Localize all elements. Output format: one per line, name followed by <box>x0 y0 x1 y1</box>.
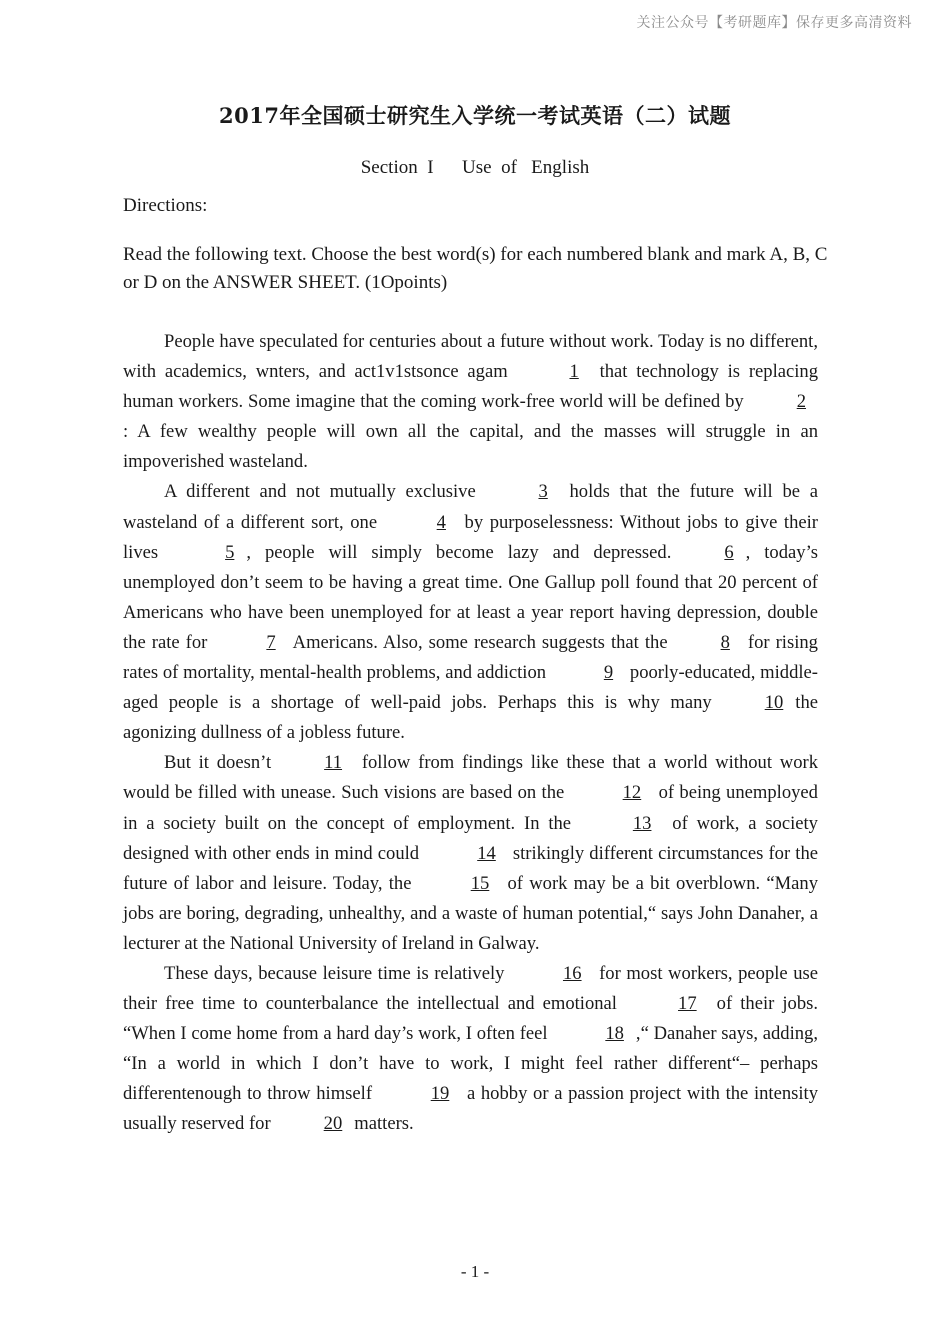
passage-text: Americans. Also, some research suggests that the <box>287 631 668 653</box>
passage-text: follow from findings like these that a world without work would be filled with unease. Such visions are based on the <box>123 752 818 804</box>
blank-18: 18 <box>605 1023 624 1045</box>
blank-13: 13 <box>632 812 652 834</box>
passage-text: for rising rates of mortality, mental-health problems, and addiction <box>123 631 818 684</box>
passage-text: a hobby or a passion project with the intensity usually reserved for <box>123 1083 818 1135</box>
blank-6: 6 <box>724 541 734 563</box>
passage-text: of being unemployed in a society built on the concept of employment. In the <box>123 782 818 834</box>
blank-15: 15 <box>470 872 490 894</box>
passage-text: poorly-educated, middle-aged people is a shortage of well-paid jobs. Perhaps this is why many <box>123 662 818 714</box>
blank-8: 8 <box>720 631 730 653</box>
passage-text: People have speculated for centuries about a future without work. Today is no different, with academics, wnters, and act1v1stsonce agam <box>123 331 818 383</box>
passage-text: of work may be a bit overblown. “Many jobs are boring, degrading, unhealthy, and a waste of human potential,“ says John Danaher, a lecturer at the National University of Ireland in Galway. <box>123 872 818 954</box>
paragraph-4 <box>123 959 818 1140</box>
passage-text: : A few wealthy people will own all the capital, and the masses will struggle in an impoverished wasteland. <box>123 421 818 473</box>
blank-17: 17 <box>678 993 697 1015</box>
section-heading: Section I Use of English <box>360 157 590 178</box>
passage-text: These days, because leisure time is relatively <box>164 962 510 984</box>
blank-4: 4 <box>436 511 446 533</box>
paragraph-2 <box>123 477 818 748</box>
passage-text: strikingly different circumstances for the future of labor and leisure. Today, the <box>123 842 818 894</box>
blank-20: 20 <box>323 1113 343 1135</box>
passage-text: A different and not mutually exclusive <box>164 481 486 503</box>
passage-text: that technology is replacing human workers. Some imagine that the coming work-free world will be defined by <box>123 361 818 413</box>
blank-19: 19 <box>430 1083 450 1105</box>
watermark-text: 关注公众号【考研题库】保存更多高清资料 <box>636 15 912 31</box>
blank-1: 1 <box>569 361 579 383</box>
directions-label: Directions: <box>123 195 208 216</box>
paragraph-1 <box>123 327 818 477</box>
passage-text: matters. <box>354 1113 414 1135</box>
paragraph-3 <box>123 748 818 959</box>
exam-title: 2017年全国硕士研究生入学统一考试英语（二）试题 <box>219 103 731 128</box>
passage-text: of their jobs. “When I come home from a hard day’s work, I often feel <box>123 993 818 1045</box>
blank-16: 16 <box>562 962 582 984</box>
blank-3: 3 <box>538 481 548 503</box>
blank-11: 11 <box>324 752 343 774</box>
passage-text: , people will simply become lazy and depressed. <box>246 541 672 563</box>
passage-text: , today’s unemployed don’t seem to be having a great time. One Gallup poll found that 20 percent of Americans who have been unemployed for at least a year report having depression, double the rate for <box>123 541 818 653</box>
blank-2: 2 <box>796 391 806 413</box>
blank-7: 7 <box>266 631 276 653</box>
blank-12: 12 <box>622 782 642 804</box>
blank-5: 5 <box>225 541 235 563</box>
passage-text: ,“ Danaher says, adding, “In a world in which I don’t have to work, I might feel rather different“– perhaps differentenough to throw himself <box>123 1023 818 1105</box>
passage-text: But it doesn’t <box>164 752 272 774</box>
passage-text: of work, a society designed with other ends in mind could <box>123 812 818 864</box>
passage <box>123 327 818 1140</box>
passage-text: holds that the future will be a wasteland of a different sort, one <box>123 481 818 533</box>
blank-10: 10 <box>764 692 784 714</box>
blank-14: 14 <box>477 842 496 864</box>
passage-text: by purposelessness: Without jobs to give their lives <box>123 511 818 563</box>
page-number: - 1 - <box>460 1262 490 1281</box>
passage-text: for most workers, people use their free time to counterbalance the intellectual and emotional <box>123 962 818 1015</box>
passage-text: the agonizing dullness of a jobless future. <box>123 692 818 744</box>
instructions-text: Read the following text. Choose the best word(s) for each numbered blank and mark A, B, C or D on the ANSWER SHEET. (1Opoints) <box>123 244 828 293</box>
blank-9: 9 <box>603 662 614 684</box>
